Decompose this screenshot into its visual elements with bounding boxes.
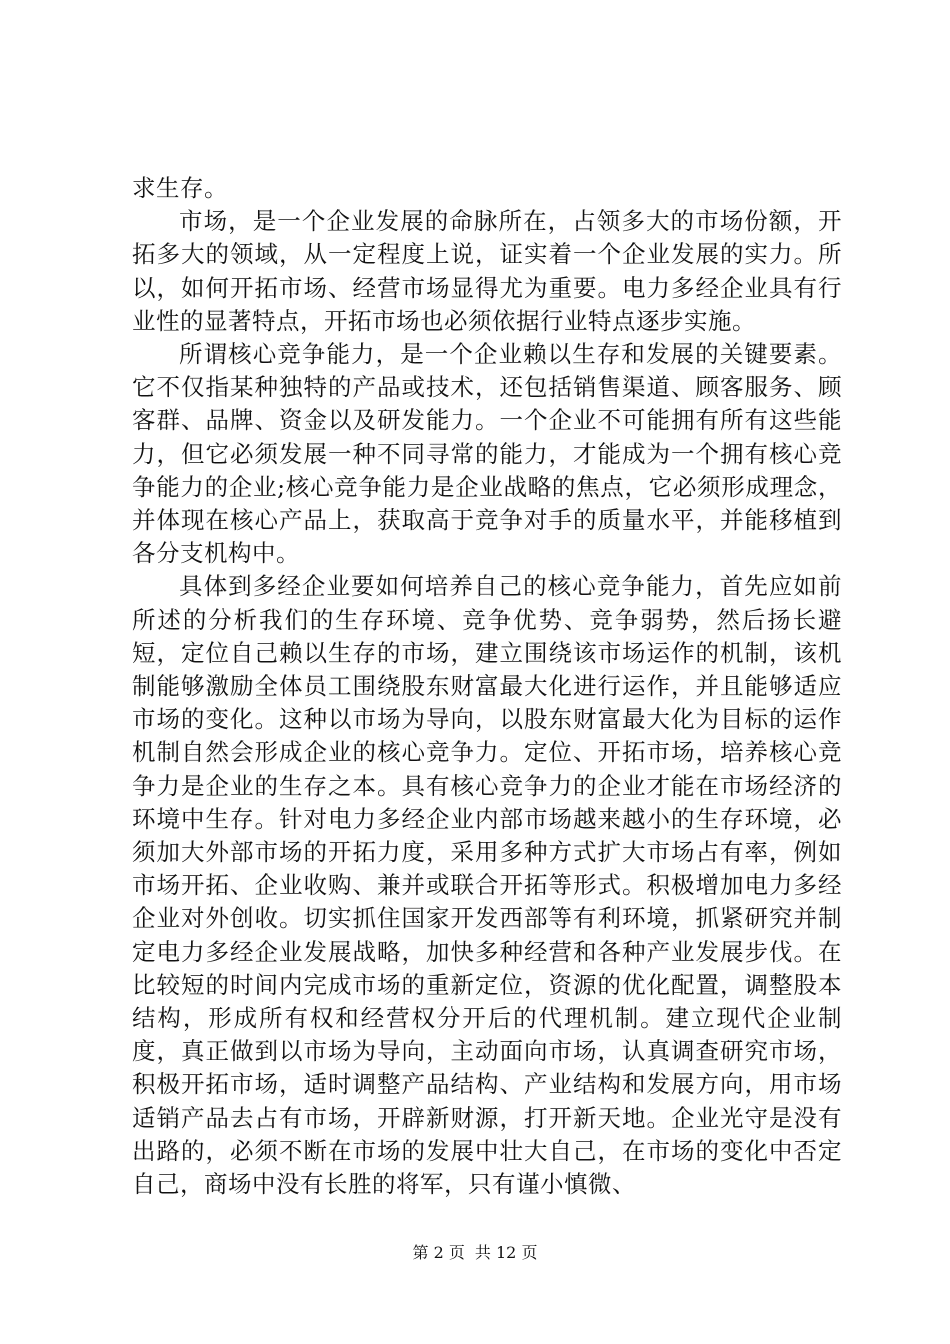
paragraph-2: 市场，是一个企业发展的命脉所在，占领多大的市场份额，开拓多大的领域，从一定程度上说，证实着一个企业发展的实力。所以，如何开拓市场、经营市场显得尤为重要。电力多经企业具有行业性的显著特点，开拓市场也必须依据行业特点逐步实施。 (132, 207, 842, 335)
page-number: 第 2 页 (412, 1243, 465, 1262)
page-total: 共 12 页 (474, 1243, 538, 1262)
paragraph-4: 具体到多经企业要如何培养自己的核心竞争能力，首先应如前所述的分析我们的生存环境、竞争优势、竞争弱势，然后扬长避短，定位自己赖以生存的市场，建立围绕该市场运作的机制，该机制能够激励全体员工围绕股东财富最大化进行运作，并且能够适应市场的变化。这种以市场为导向，以股东财富最大化为目标的运作机制自然会形成企业的核心竞争力。定位、开拓市场，培养核心竞争力是企业的生存之本。具有核心竞争力的企业才能在市场经济的环境中生存。针对电力多经企业内部市场越来越小的生存环境，必须加大外部市场的开拓力度，采用多种方式扩大市场占有率，例如市场开拓、企业收购、兼并或联合开拓等形式。积极增加电力多经企业对外创收。切实抓住国家开发西部等有利环境，抓紧研究并制定电力多经企业发展战略，加快多种经营和各种产业发展步伐。在比较短的时间内完成市场的重新定位，资源的优化配置，调整股本结构，形成所有权和经营权分开后的代理机制。建立现代企业制度，真正做到以市场为导向，主动面向市场，认真调查研究市场，积极开拓市场，适时调整产品结构、产业结构和发展方向，用市场适销产品去占有市场，开辟新财源，打开新天地。企业光守是没有出路的，必须不断在市场的发展中壮大自己，在市场的变化中否定自己，商场中没有长胜的将军，只有谨小慎微、 (132, 572, 842, 1199)
paragraph-1: 求生存。 (132, 174, 228, 202)
page-footer (0, 1243, 950, 1263)
document-body (132, 172, 842, 1201)
paragraph-3: 所谓核心竞争能力，是一个企业赖以生存和发展的关键要素。它不仅指某种独特的产品或技术，还包括销售渠道、顾客服务、顾客群、品牌、资金以及研发能力。一个企业不可能拥有所有这些能力，但它必须发展一种不同寻常的能力，才能成为一个拥有核心竞争能力的企业;核心竞争能力是企业战略的焦点，它必须形成理念，并体现在核心产品上，获取高于竞争对手的质量水平，并能移植到各分支机构中。 (132, 340, 842, 568)
